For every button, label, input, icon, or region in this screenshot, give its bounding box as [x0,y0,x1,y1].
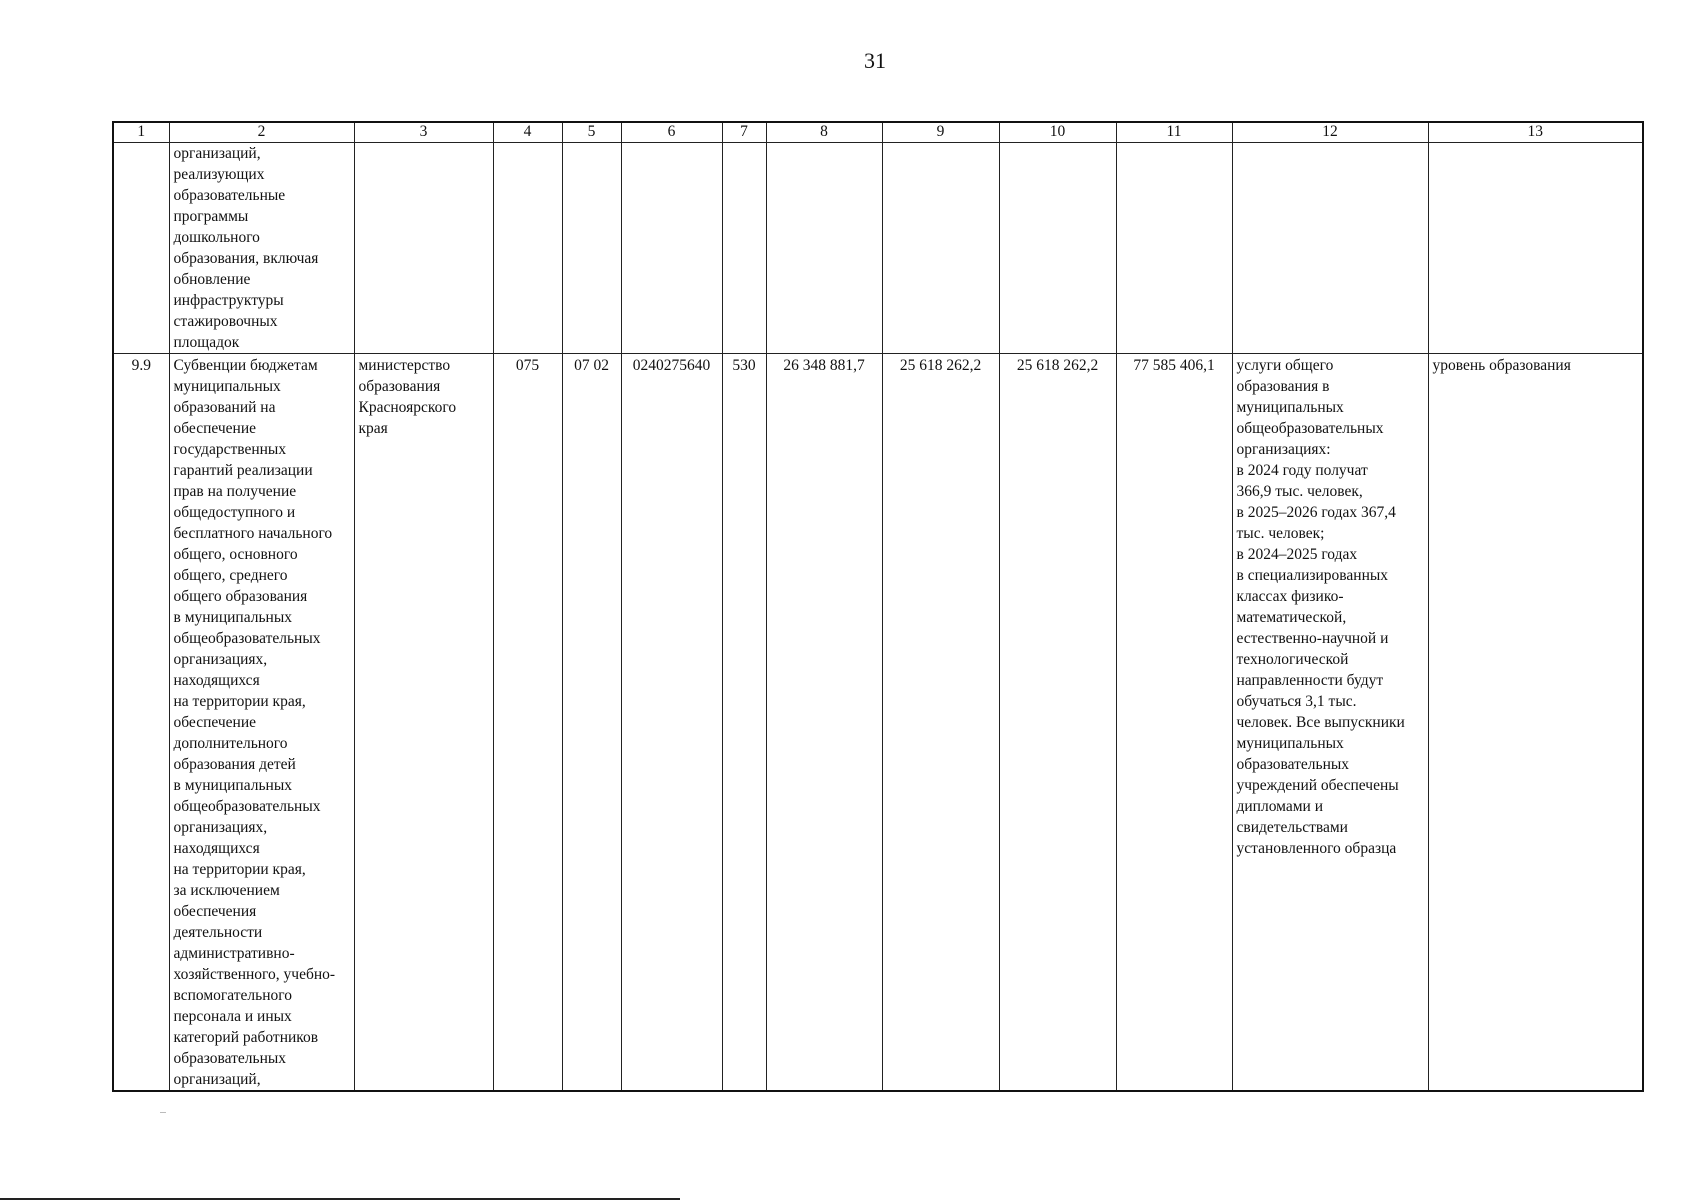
cell-administrator: министерство образования Красноярского края [354,354,493,1092]
cell-empty [1428,143,1643,354]
scan-artifact [160,1112,166,1113]
cell-empty [1116,143,1232,354]
cell-indicator: уровень образования [1428,354,1643,1092]
header-row [113,122,1643,143]
cell-measure-name: Субвенции бюджетам муниципальных образований на обеспечение государственных гарантий реализации прав на получение общедоступного и бесплатного начального общего, основного общего, среднего общего образования в муниципальных общеобразовательных организациях, находящихся на территории края, обеспечение дополнительного образования детей в муниципальных общеобразовательных организациях, находящихся на территории края, за исключением обеспечения деятельности административно- хозяйственного, учебно- вспомогательного персонала и иных категорий работников образовательных организаций, [169,354,354,1092]
header-col-13: 13 [1428,122,1643,143]
header-col-6: 6 [621,122,722,143]
cell-empty [1232,143,1428,354]
table-row-continuation [113,143,1643,354]
header-col-9: 9 [882,122,999,143]
header-col-5: 5 [562,122,621,143]
page-number: 31 [864,48,886,73]
budget-table [112,121,1644,1092]
cell-empty [354,143,493,354]
cell-empty [621,143,722,354]
cell-empty [766,143,882,354]
cell-empty [113,143,169,354]
cell-empty [562,143,621,354]
cell-vr: 530 [722,354,766,1092]
header-col-3: 3 [354,122,493,143]
header-col-7: 7 [722,122,766,143]
header-col-1: 1 [113,122,169,143]
cell-amount-total: 77 585 406,1 [1116,354,1232,1092]
cell-empty [999,143,1116,354]
cell-amount-2025: 25 618 262,2 [882,354,999,1092]
cell-expected-result: услуги общего образования в муниципальных общеобразовательных организациях: в 2024 году получат 366,9 тыс. человек, в 2025–2026 годах 367,4 тыс. человек; в 2024–2025 годах в специализированных классах физико- математической, естественно-научной и технологической направленности будут обучаться 3,1 тыс. человек. Все выпускники муниципальных образовательных учреждений обеспечены дипломами и свидетельствами установленного образца [1232,354,1428,1092]
cell-amount-2024: 26 348 881,7 [766,354,882,1092]
cell-row-number: 9.9 [113,354,169,1092]
header-col-12: 12 [1232,122,1428,143]
header-col-8: 8 [766,122,882,143]
header-col-11: 11 [1116,122,1232,143]
cell-empty [493,143,562,354]
header-col-4: 4 [493,122,562,143]
cell-amount-2026: 25 618 262,2 [999,354,1116,1092]
header-col-10: 10 [999,122,1116,143]
cell-csr: 0240275640 [621,354,722,1092]
table-row-9-9 [113,354,1643,1092]
cell-empty [882,143,999,354]
cell-rzpr: 07 02 [562,354,621,1092]
header-col-2: 2 [169,122,354,143]
cell-name-continued: организаций, реализующих образовательные программы дошкольного образования, включая обновление инфраструктуры стажировочных площадок [169,143,354,354]
cell-empty [722,143,766,354]
cell-grbs: 075 [493,354,562,1092]
